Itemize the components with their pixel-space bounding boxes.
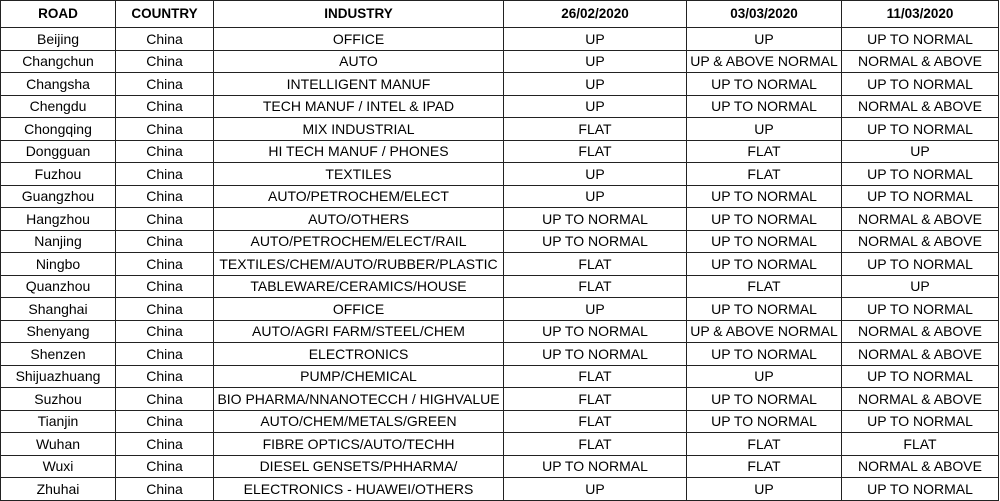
country-cell: China: [116, 230, 214, 253]
country-cell: China: [116, 410, 214, 433]
table-row: [1, 365, 999, 388]
date-3-cell: UP: [842, 140, 999, 163]
date-2-cell: UP: [687, 478, 842, 501]
date-3-cell: UP TO NORMAL: [842, 410, 999, 433]
road-cell: Ningbo: [1, 253, 116, 276]
date-3-cell: UP TO NORMAL: [842, 163, 999, 186]
date-2-cell: FLAT: [687, 163, 842, 186]
date-2-cell: UP TO NORMAL: [687, 410, 842, 433]
industry-cell: OFFICE: [214, 28, 504, 51]
date-2-cell: UP TO NORMAL: [687, 73, 842, 96]
road-cell: Chengdu: [1, 95, 116, 118]
industry-cell: OFFICE: [214, 298, 504, 321]
table-row: [1, 230, 999, 253]
date-2-cell: UP TO NORMAL: [687, 343, 842, 366]
date-2-cell: UP TO NORMAL: [687, 298, 842, 321]
road-cell: Wuxi: [1, 455, 116, 478]
date-2-cell: UP & ABOVE NORMAL: [687, 320, 842, 343]
industry-cell: TEXTILES: [214, 163, 504, 186]
table-row: [1, 163, 999, 186]
date-2-cell: UP TO NORMAL: [687, 208, 842, 231]
industry-cell: TECH MANUF / INTEL & IPAD: [214, 95, 504, 118]
header-road: ROAD: [1, 1, 116, 28]
table-row: [1, 410, 999, 433]
country-cell: China: [116, 455, 214, 478]
road-cell: Fuzhou: [1, 163, 116, 186]
table-row: [1, 275, 999, 298]
date-3-cell: UP TO NORMAL: [842, 253, 999, 276]
industry-cell: FIBRE OPTICS/AUTO/TECHH: [214, 433, 504, 456]
date-1-cell: UP: [504, 73, 687, 96]
industry-cell: ELECTRONICS - HUAWEI/OTHERS: [214, 478, 504, 501]
date-3-cell: UP TO NORMAL: [842, 478, 999, 501]
road-cell: Hangzhou: [1, 208, 116, 231]
road-cell: Changsha: [1, 73, 116, 96]
country-cell: China: [116, 253, 214, 276]
industry-cell: TEXTILES/CHEM/AUTO/RUBBER/PLASTIC: [214, 253, 504, 276]
road-cell: Dongguan: [1, 140, 116, 163]
table-row: [1, 208, 999, 231]
table-row: [1, 118, 999, 141]
industry-cell: TABLEWARE/CERAMICS/HOUSE: [214, 275, 504, 298]
date-1-cell: FLAT: [504, 365, 687, 388]
country-cell: China: [116, 163, 214, 186]
country-cell: China: [116, 208, 214, 231]
table-row: [1, 28, 999, 51]
road-cell: Suzhou: [1, 388, 116, 411]
table-row: [1, 95, 999, 118]
table-row: [1, 388, 999, 411]
table-row: [1, 433, 999, 456]
date-2-cell: UP: [687, 365, 842, 388]
country-cell: China: [116, 73, 214, 96]
table-row: [1, 73, 999, 96]
country-cell: China: [116, 118, 214, 141]
date-2-cell: UP TO NORMAL: [687, 253, 842, 276]
date-3-cell: UP TO NORMAL: [842, 118, 999, 141]
date-2-cell: UP TO NORMAL: [687, 95, 842, 118]
date-3-cell: UP: [842, 275, 999, 298]
table-row: [1, 185, 999, 208]
road-cell: Quanzhou: [1, 275, 116, 298]
date-1-cell: UP: [504, 95, 687, 118]
date-3-cell: NORMAL & ABOVE: [842, 50, 999, 73]
date-1-cell: UP TO NORMAL: [504, 320, 687, 343]
industry-cell: MIX INDUSTRIAL: [214, 118, 504, 141]
date-3-cell: NORMAL & ABOVE: [842, 388, 999, 411]
country-cell: China: [116, 433, 214, 456]
road-cell: Shanghai: [1, 298, 116, 321]
table-row: [1, 478, 999, 501]
date-2-cell: UP TO NORMAL: [687, 388, 842, 411]
date-3-cell: UP TO NORMAL: [842, 73, 999, 96]
date-1-cell: UP: [504, 163, 687, 186]
header-date-2: 03/03/2020: [687, 1, 842, 28]
industry-cell: AUTO/AGRI FARM/STEEL/CHEM: [214, 320, 504, 343]
date-1-cell: FLAT: [504, 388, 687, 411]
table-row: [1, 50, 999, 73]
road-cell: Shenyang: [1, 320, 116, 343]
date-1-cell: UP: [504, 185, 687, 208]
date-1-cell: UP: [504, 298, 687, 321]
road-cell: Shenzen: [1, 343, 116, 366]
date-3-cell: FLAT: [842, 433, 999, 456]
road-cell: Tianjin: [1, 410, 116, 433]
header-industry: INDUSTRY: [214, 1, 504, 28]
header-row: [1, 1, 999, 28]
country-cell: China: [116, 320, 214, 343]
date-1-cell: UP TO NORMAL: [504, 455, 687, 478]
date-2-cell: UP: [687, 28, 842, 51]
date-1-cell: UP: [504, 50, 687, 73]
date-3-cell: NORMAL & ABOVE: [842, 230, 999, 253]
date-2-cell: UP TO NORMAL: [687, 230, 842, 253]
industry-cell: BIO PHARMA/NNANOTECCH / HIGHVALUE: [214, 388, 504, 411]
date-1-cell: FLAT: [504, 253, 687, 276]
date-1-cell: FLAT: [504, 118, 687, 141]
date-1-cell: UP TO NORMAL: [504, 343, 687, 366]
date-2-cell: FLAT: [687, 433, 842, 456]
road-cell: Chongqing: [1, 118, 116, 141]
road-cell: Wuhan: [1, 433, 116, 456]
date-3-cell: UP TO NORMAL: [842, 298, 999, 321]
road-cell: Zhuhai: [1, 478, 116, 501]
industry-cell: INTELLIGENT MANUF: [214, 73, 504, 96]
date-3-cell: UP TO NORMAL: [842, 28, 999, 51]
industry-cell: AUTO: [214, 50, 504, 73]
date-1-cell: UP TO NORMAL: [504, 230, 687, 253]
date-1-cell: UP TO NORMAL: [504, 208, 687, 231]
country-cell: China: [116, 388, 214, 411]
industry-cell: PUMP/CHEMICAL: [214, 365, 504, 388]
industry-cell: AUTO/OTHERS: [214, 208, 504, 231]
header-date-1: 26/02/2020: [504, 1, 687, 28]
date-1-cell: FLAT: [504, 275, 687, 298]
country-cell: China: [116, 478, 214, 501]
road-cell: Shijuazhuang: [1, 365, 116, 388]
date-1-cell: FLAT: [504, 140, 687, 163]
road-cell: Changchun: [1, 50, 116, 73]
industry-cell: DIESEL GENSETS/PHHARMA/: [214, 455, 504, 478]
country-cell: China: [116, 343, 214, 366]
country-cell: China: [116, 275, 214, 298]
date-3-cell: UP TO NORMAL: [842, 185, 999, 208]
road-cell: Guangzhou: [1, 185, 116, 208]
date-3-cell: NORMAL & ABOVE: [842, 320, 999, 343]
country-cell: China: [116, 365, 214, 388]
industry-cell: HI TECH MANUF / PHONES: [214, 140, 504, 163]
date-2-cell: FLAT: [687, 275, 842, 298]
road-cell: Beijing: [1, 28, 116, 51]
table-row: [1, 455, 999, 478]
date-1-cell: UP: [504, 478, 687, 501]
table-row: [1, 298, 999, 321]
header-date-3: 11/03/2020: [842, 1, 999, 28]
country-cell: China: [116, 140, 214, 163]
date-3-cell: NORMAL & ABOVE: [842, 95, 999, 118]
industry-cell: AUTO/PETROCHEM/ELECT/RAIL: [214, 230, 504, 253]
country-cell: China: [116, 28, 214, 51]
industry-cell: ELECTRONICS: [214, 343, 504, 366]
table-row: [1, 320, 999, 343]
date-3-cell: NORMAL & ABOVE: [842, 455, 999, 478]
date-2-cell: UP TO NORMAL: [687, 185, 842, 208]
table-row: [1, 343, 999, 366]
date-2-cell: UP & ABOVE NORMAL: [687, 50, 842, 73]
industry-cell: AUTO/PETROCHEM/ELECT: [214, 185, 504, 208]
date-3-cell: NORMAL & ABOVE: [842, 208, 999, 231]
industry-cell: AUTO/CHEM/METALS/GREEN: [214, 410, 504, 433]
country-cell: China: [116, 298, 214, 321]
date-3-cell: UP TO NORMAL: [842, 365, 999, 388]
date-1-cell: FLAT: [504, 433, 687, 456]
country-cell: China: [116, 95, 214, 118]
table-row: [1, 253, 999, 276]
date-2-cell: FLAT: [687, 455, 842, 478]
header-country: COUNTRY: [116, 1, 214, 28]
date-2-cell: UP: [687, 118, 842, 141]
country-cell: China: [116, 185, 214, 208]
country-cell: China: [116, 50, 214, 73]
date-1-cell: FLAT: [504, 410, 687, 433]
date-2-cell: FLAT: [687, 140, 842, 163]
road-cell: Nanjing: [1, 230, 116, 253]
table-row: [1, 140, 999, 163]
date-3-cell: NORMAL & ABOVE: [842, 343, 999, 366]
date-1-cell: UP: [504, 28, 687, 51]
